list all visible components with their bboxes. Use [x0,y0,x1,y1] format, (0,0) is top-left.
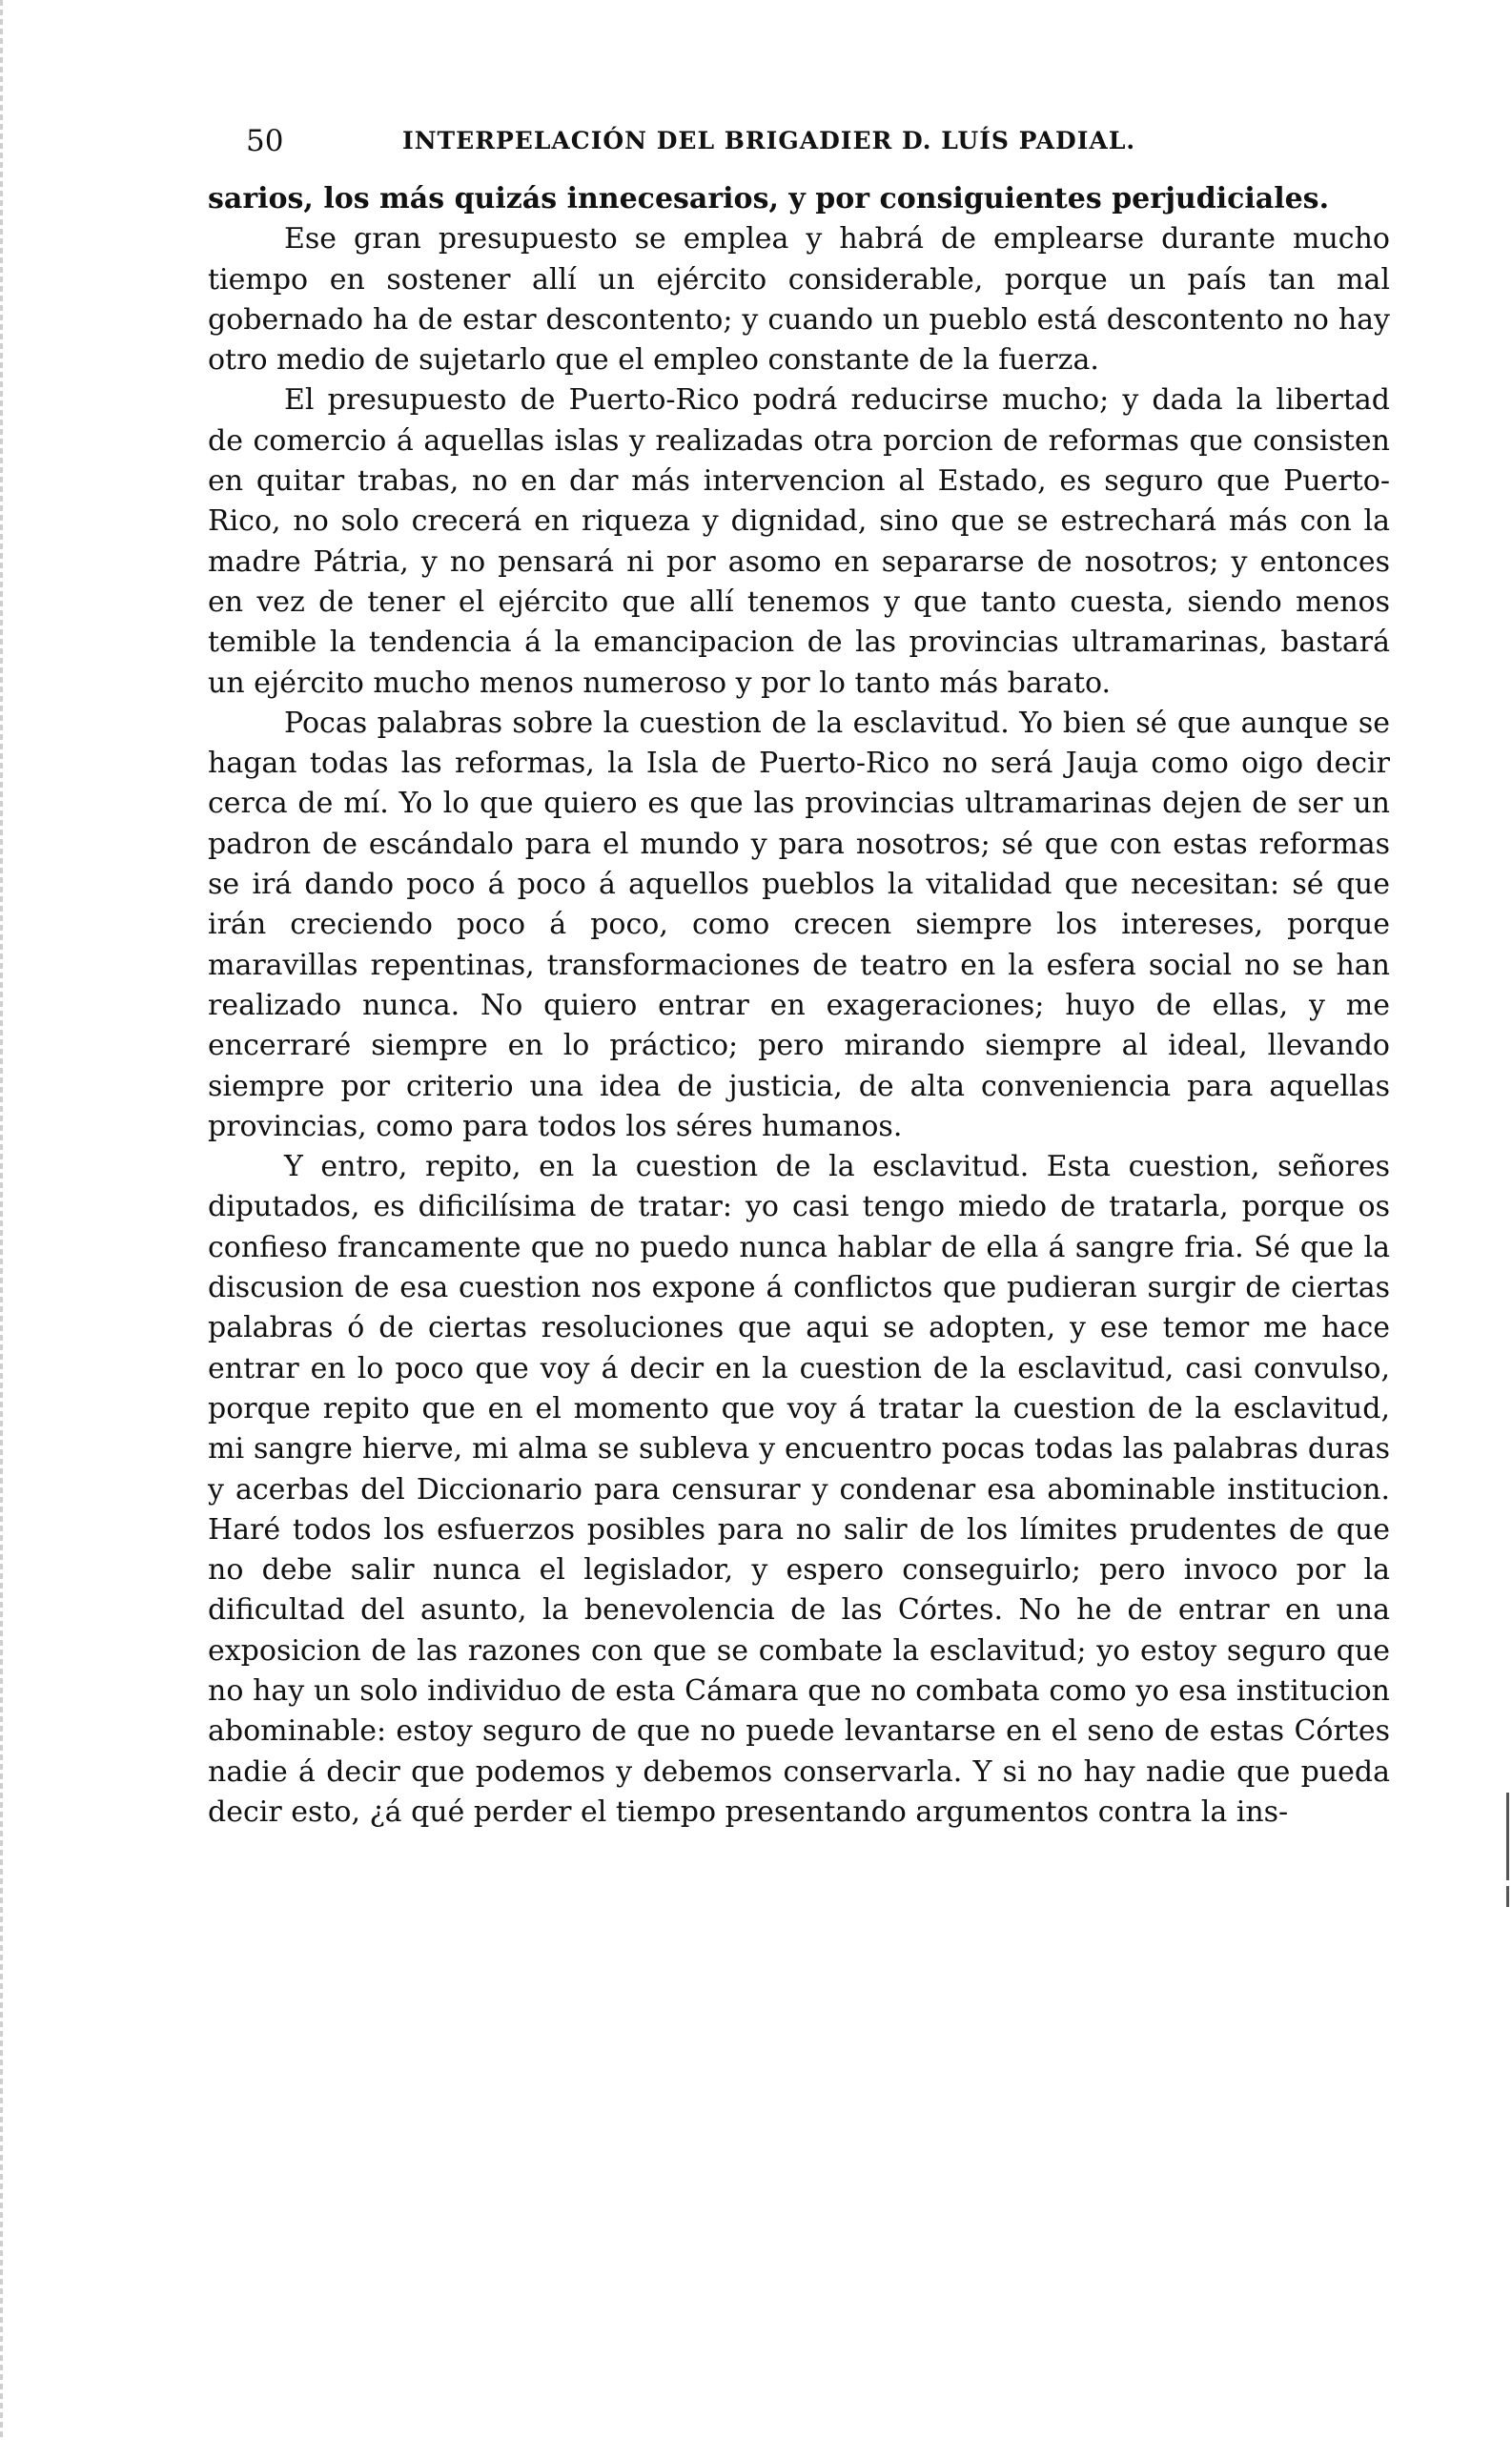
binding-edge [0,0,3,2440]
paragraph: Pocas palabras sobre la cuestion de la esclavitud. Yo bien sé que aunque se hagan todas las reformas, la Isla de Puerto-Rico no será Jauja como oigo decir cerca de mí. Yo lo que quiero es que las provincias ultramarinas dejen de ser un padron de escándalo para el mundo y para nosotros; sé que con estas reformas se irá dando poco á poco á aquellos pueblos la vitalidad que necesitan: sé que irán creciendo poco á poco, como crecen siempre los intereses, porque maravillas repentinas, transformaciones de teatro en la esfera social no se han realizado nunca. No quiero entrar en exageraciones; huyo de ellas, y me encerraré siempre en lo práctico; pero mirando siempre al ideal, llevando siempre por criterio una idea de justicia, de alta conveniencia para aquellas provincias, como para todos los séres humanos. [208,706,1390,1143]
paragraph: El presupuesto de Puerto-Rico podrá reducirse mucho; y dada la libertad de comercio á aquellas islas y realizadas otra porcion de reformas que consisten en quitar trabas, no en dar más intervencion al Estado, es seguro que Puerto-Rico, no solo crecerá en riqueza y dignidad, sino que se estrechará más con la madre Pátria, y no pensará ni por asomo en separarse de nosotros; y entonces en vez de tener el ejército que allí tenemos y que tanto cuesta, siendo menos temible la tendencia á la emancipacion de las provincias ultramarinas, bastará un ejército mucho menos numeroso y por lo tanto más barato. [208,383,1390,700]
body-text [208,179,1390,1833]
margin-mark [1506,1793,1509,1880]
paragraph: Ese gran presupuesto se emplea y habrá de emplearse durante mucho tiempo en sostener allí un ejército considerable, porque un país tan mal gobernado ha de estar descontento; y cuando un pueblo está descontento no hay otro medio de sujetarlo que el empleo constante de la fuerza. [208,222,1390,378]
paragraph: sarios, los más quizás innecesarios, y por consiguientes perjudiciales. [208,182,1330,215]
paragraph: Y entro, repito, en la cuestion de la esclavitud. Esta cuestion, señores diputados, es dificilísima de tratar: yo casi tengo miedo de tratarla, porque os confieso francamente que no puedo nunca hablar de ella á sangre fria. Sé que la discusion de esa cuestion nos expone á conflictos que pudieran surgir de ciertas palabras ó de ciertas resoluciones que aqui se adopten, y ese temor me hace entrar en lo poco que voy á decir en la cuestion de la esclavitud, casi convulso, porque repito que en el momento que voy á tratar la cuestion de la esclavitud, mi sangre hierve, mi alma se subleva y encuentro pocas todas las palabras duras y acerbas del Diccionario para censurar y condenar esa abominable institucion. Haré todos los esfuerzos posibles para no salir de los límites prudentes de que no debe salir nunca el legislador, y espero conseguirlo; pero invoco por la dificultad del asunto, la benevolencia de las Córtes. No he de entrar en una exposicion de las razones con que se combate la esclavitud; yo estoy seguro que no hay un solo individuo de esta Cámara que no combata como yo esa institucion abominable: estoy seguro de que no puede levantarse en el seno de estas Córtes nadie á decir que podemos y debemos conservarla. Y si no hay nadie que pueda decir esto, ¿á qué perder el tiempo presentando argumentos contra la ins- [208,1150,1390,1829]
page-number: 50 [246,124,284,158]
running-title: INTERPELACIÓN DEL BRIGADIER D. LUÍS PADIAL. [402,127,1136,154]
margin-mark [1506,1886,1509,1907]
running-head [246,122,1257,160]
